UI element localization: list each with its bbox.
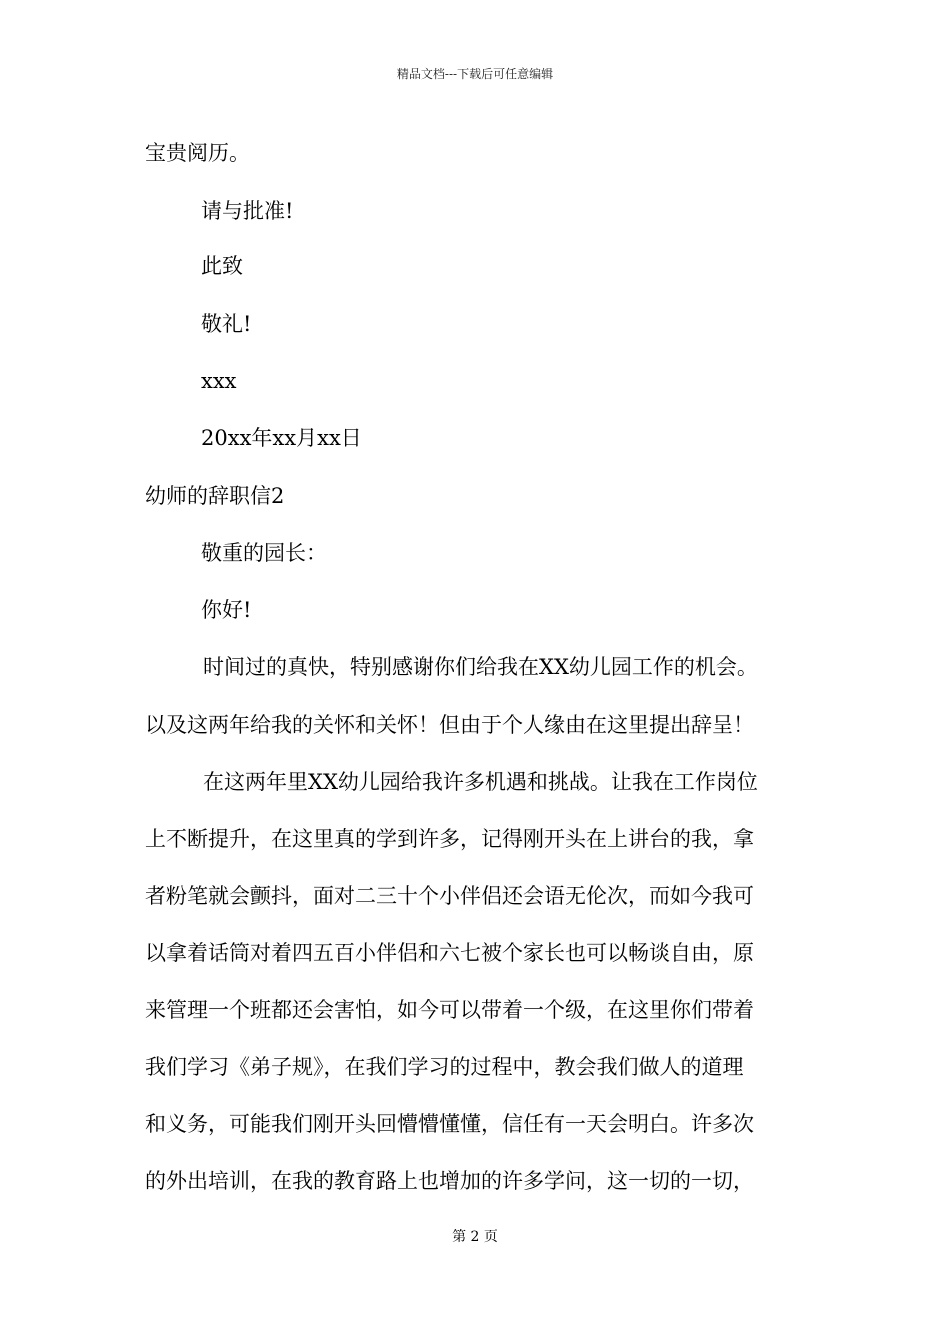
text-line: 此致	[201, 254, 243, 278]
text-line: 上不断提升，在这里真的学到许多，记得刚开头在上讲台的我，拿	[145, 827, 754, 851]
text-line: 你好!	[201, 598, 252, 622]
text-line: 敬礼!	[201, 312, 252, 336]
page-number: 第 2 页	[452, 1229, 498, 1245]
text-line: 我们学习《弟子规》，在我们学习的过程中，教会我们做人的道理	[145, 1055, 744, 1079]
text-line: 来管理一个班都还会害怕，如今可以带着一个级，在这里你们带着	[145, 998, 754, 1022]
text-line: 以拿着话筒对着四五百小伴侣和六七被个家长也可以畅谈自由，原	[145, 941, 754, 965]
text-line: xxx	[201, 369, 237, 393]
text-line: 者粉笔就会颤抖，面对二三十个小伴侣还会语无伦次，而如今我可	[145, 884, 754, 908]
text-line: 时间过的真快，特别感谢你们给我在XX幼儿园工作的机会。	[203, 655, 758, 679]
text-line: 请与批准!	[201, 199, 294, 223]
text-line: 20xx年xx月xx日	[201, 426, 362, 450]
text-line: 宝贵阅历。	[145, 141, 250, 165]
text-line: 的外出培训，在我的教育路上也增加的许多学问，这一切的一切，	[145, 1169, 754, 1193]
page-header: 精品文档---下载后可任意编辑	[396, 67, 554, 81]
text-line: 敬重的园长：	[201, 541, 327, 565]
section-heading: 幼师的辞职信2	[145, 484, 285, 508]
text-line: 和义务，可能我们刚开头回懵懵懂懂，信任有一天会明白。许多次	[145, 1112, 754, 1136]
text-line: 在这两年里XX幼儿园给我许多机遇和挑战。让我在工作岗位	[203, 770, 758, 794]
text-line: 以及这两年给我的关怀和关怀！但由于个人缘由在这里提出辞呈！	[145, 713, 754, 737]
